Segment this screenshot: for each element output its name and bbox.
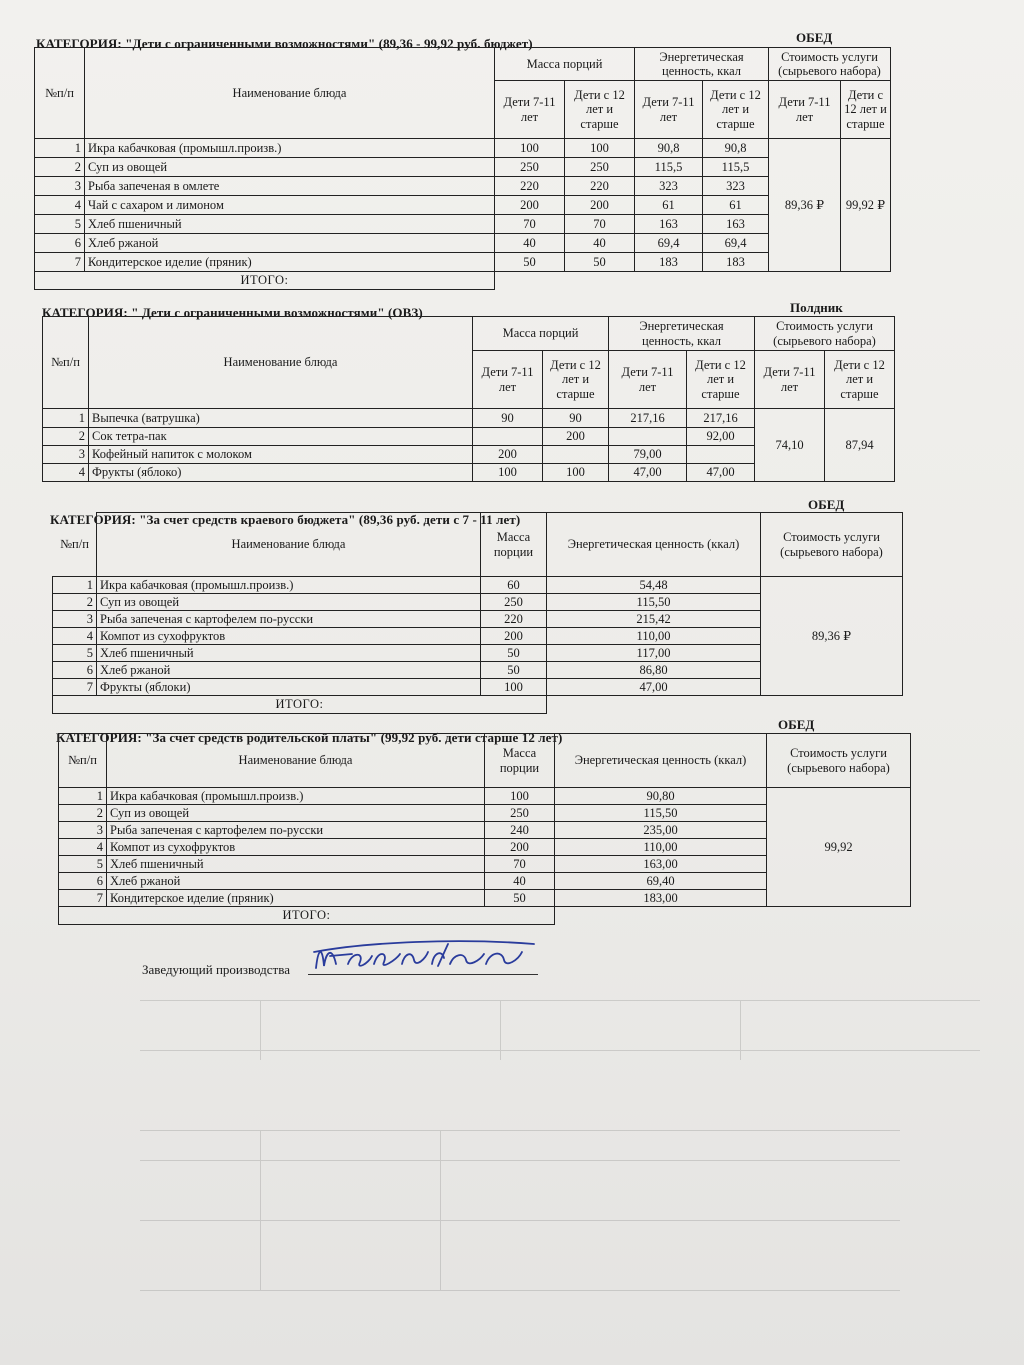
header-cost: Стоимость услуги (сырьевого набора) [767, 734, 911, 788]
dish-name: Хлеб ржаной [97, 662, 481, 679]
dish-name: Суп из овощей [107, 805, 485, 822]
table-row: 2 Сок тетра-пак 200 92,00 [43, 428, 895, 446]
total-label: ИТОГО: [59, 907, 555, 925]
table-row: 1 Выпечка (ватрушка) 90 90 217,16 217,16 74,10 87,94 [43, 409, 895, 428]
header-mass: Масса порции [485, 734, 555, 788]
dish-name: Компот из сухофруктов [97, 628, 481, 645]
menu-table-3 [52, 512, 903, 714]
table-row: 1 Икра кабачковая (промышл.произв.) 100 90,80 99,92 [59, 788, 911, 805]
header-young: Дети 7-11 лет [635, 81, 703, 139]
meal-label-4: ОБЕД [778, 717, 815, 732]
dish-name: Кондитерское иделие (пряник) [85, 253, 495, 272]
dish-name: Сок тетра-пак [89, 428, 473, 446]
dish-name: Компот из сухофруктов [107, 839, 485, 856]
dish-name: Кофейный напиток с молоком [89, 446, 473, 464]
bleed-through-texture [140, 960, 1000, 1360]
table-row: 7 Кондитерское иделие (пряник) 50 50 183 183 [35, 253, 891, 272]
table-row: 5 Хлеб пшеничный 70 163,00 [59, 856, 911, 873]
dish-name: Хлеб пшеничный [97, 645, 481, 662]
header-mass: Масса порции [481, 513, 547, 577]
header-dish-name: Наименование блюда [85, 48, 495, 139]
menu-table-4 [58, 733, 911, 925]
header-cost: Стоимость услуги (сырьевого набора) [755, 317, 895, 351]
header-number: №п/п [59, 734, 107, 788]
dish-name: Чай с сахаром и лимоном [85, 196, 495, 215]
table-row: 2 Суп из овощей 250 250 115,5 115,5 [35, 158, 891, 177]
table-row: 6 Хлеб ржаной 40 40 69,4 69,4 [35, 234, 891, 253]
price-young: 74,10 [755, 409, 825, 482]
table-row: 4 Фрукты (яблоко) 100 100 47,00 47,00 [43, 464, 895, 482]
dish-name: Икра кабачковая (промышл.произв.) [97, 577, 481, 594]
total-label: ИТОГО: [35, 272, 495, 290]
meal-label-3: ОБЕД [808, 497, 845, 512]
price: 89,36 ₽ [761, 577, 903, 696]
meal-label-2: Полдник [790, 300, 843, 315]
menu-table-1 [34, 47, 891, 290]
dish-name: Хлеб ржаной [107, 873, 485, 890]
dish-name: Кондитерское иделие (пряник) [107, 890, 485, 907]
menu-table-2 [42, 316, 895, 482]
header-cost: Стоимость услуги (сырьевого набора) [761, 513, 903, 577]
header-energy: Энергетическая ценность, ккал [635, 48, 769, 81]
total-row [59, 907, 911, 925]
dish-name: Выпечка (ватрушка) [89, 409, 473, 428]
header-old: Дети с 12 лет и старше [543, 351, 609, 409]
table-row: 3 Рыба запеченая с картофелем по-русски 240 235,00 [59, 822, 911, 839]
table-row: 3 Рыба запеченая в омлете 220 220 323 323 [35, 177, 891, 196]
dish-name: Фрукты (яблоко) [89, 464, 473, 482]
table-row: 5 Хлеб пшеничный 50 117,00 [53, 645, 903, 662]
header-young: Дети 7-11 лет [473, 351, 543, 409]
category-title-3: КАТЕГОРИЯ: "За счет средств краевого бюджета" (89,36 руб. дети с 7 - 11 лет) [50, 512, 521, 527]
dish-name: Рыба запеченая в омлете [85, 177, 495, 196]
header-mass: Масса порций [473, 317, 609, 351]
dish-name: Хлеб пшеничный [107, 856, 485, 873]
category-title-2: КАТЕГОРИЯ: " Дети с ограниченными возможностями" (ОВЗ) [42, 305, 423, 320]
header-dish-name: Наименование блюда [89, 317, 473, 409]
header-old: Дети с 12 лет и старше [703, 81, 769, 139]
dish-name: Суп из овощей [97, 594, 481, 611]
table-row: 1 Икра кабачковая (промышл.произв.) 60 54,48 89,36 ₽ [53, 577, 903, 594]
header-cost: Стоимость услуги (сырьевого набора) [769, 48, 891, 81]
header-old: Дети с 12 лет и старше [565, 81, 635, 139]
header-number: №п/п [43, 317, 89, 409]
header-young: Дети 7-11 лет [609, 351, 687, 409]
dish-name: Фрукты (яблоки) [97, 679, 481, 696]
table-row: 7 Фрукты (яблоки) 100 47,00 [53, 679, 903, 696]
table-row: 4 Компот из сухофруктов 200 110,00 [59, 839, 911, 856]
header-young: Дети 7-11 лет [755, 351, 825, 409]
header-energy: Энергетическая ценность, ккал [609, 317, 755, 351]
total-label: ИТОГО: [53, 696, 547, 714]
header-young: Дети 7-11 лет [495, 81, 565, 139]
category-title-1: КАТЕГОРИЯ: "Дети с ограниченными возможностями" (89,36 - 99,92 руб. бюджет) [36, 36, 533, 51]
header-energy: Энергетическая ценность (ккал) [555, 734, 767, 788]
price-old: 87,94 [825, 409, 895, 482]
price: 99,92 [767, 788, 911, 907]
dish-name: Икра кабачковая (промышл.произв.) [85, 139, 495, 158]
table-row: 6 Хлеб ржаной 40 69,40 [59, 873, 911, 890]
total-row [35, 272, 891, 290]
meal-label-1: ОБЕД [796, 30, 833, 45]
dish-name: Суп из овощей [85, 158, 495, 177]
header-old: Дети с 12 лет и старше [825, 351, 895, 409]
header-old: Дети с 12 лет и старше [687, 351, 755, 409]
header-young: Дети 7-11 лет [769, 81, 841, 139]
table-row: 2 Суп из овощей 250 115,50 [59, 805, 911, 822]
table-row: 4 Компот из сухофруктов 200 110,00 [53, 628, 903, 645]
table-row: 7 Кондитерское иделие (пряник) 50 183,00 [59, 890, 911, 907]
table-row: 4 Чай с сахаром и лимоном 200 200 61 61 [35, 196, 891, 215]
dish-name: Рыба запеченая с картофелем по-русски [97, 611, 481, 628]
table-row: 1 Икра кабачковая (промышл.произв.) 100 100 90,8 90,8 89,36 ₽ 99,92 ₽ [35, 139, 891, 158]
table-row: 2 Суп из овощей 250 115,50 [53, 594, 903, 611]
header-mass: Масса порций [495, 48, 635, 81]
price-young: 89,36 ₽ [769, 139, 841, 272]
dish-name: Хлеб пшеничный [85, 215, 495, 234]
header-old: Дети с 12 лет и старше [841, 81, 891, 139]
dish-name: Хлеб ржаной [85, 234, 495, 253]
table-row: 5 Хлеб пшеничный 70 70 163 163 [35, 215, 891, 234]
header-dish-name: Наименование блюда [97, 513, 481, 577]
dish-name: Рыба запеченая с картофелем по-русски [107, 822, 485, 839]
header-energy: Энергетическая ценность (ккал) [547, 513, 761, 577]
header-dish-name: Наименование блюда [107, 734, 485, 788]
signer-title: Заведующий производства [142, 962, 290, 977]
table-row: 6 Хлеб ржаной 50 86,80 [53, 662, 903, 679]
header-number: №п/п [35, 48, 85, 139]
total-row [53, 696, 903, 714]
table-row: 3 Рыба запеченая с картофелем по-русски 220 215,42 [53, 611, 903, 628]
table-row: 3 Кофейный напиток с молоком 200 79,00 [43, 446, 895, 464]
price-old: 99,92 ₽ [841, 139, 891, 272]
dish-name: Икра кабачковая (промышл.произв.) [107, 788, 485, 805]
handwritten-signature [308, 930, 548, 980]
category-title-4: КАТЕГОРИЯ: "За счет средств родительской платы" (99,92 руб. дети старше 12 лет) [56, 730, 563, 745]
header-number: №п/п [53, 513, 97, 577]
